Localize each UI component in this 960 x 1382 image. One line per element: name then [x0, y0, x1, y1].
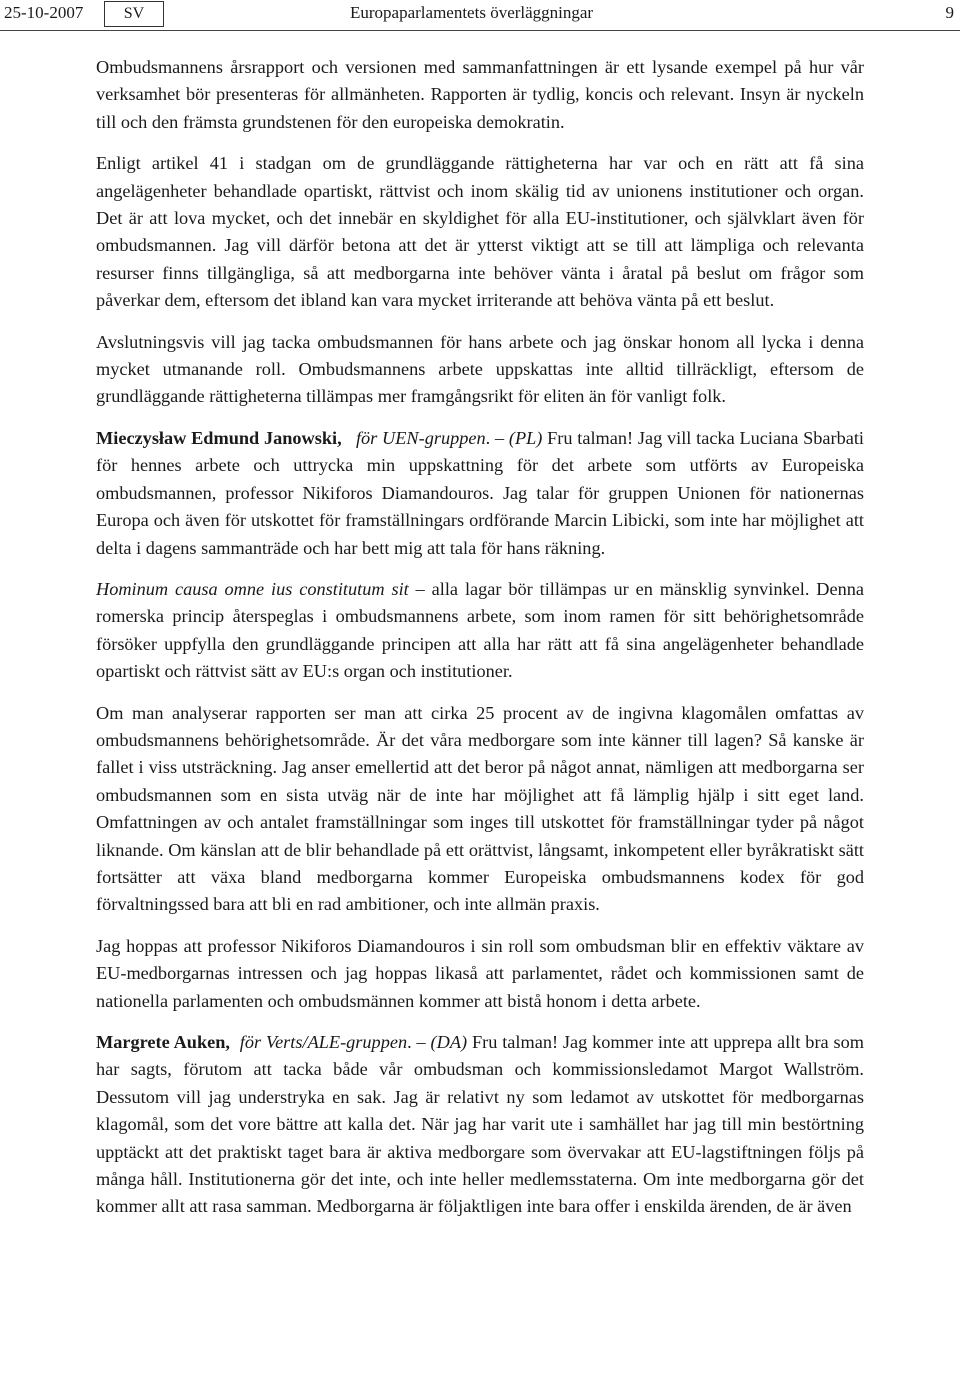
page-header	[0, 0, 960, 31]
speaker-group: för UEN-gruppen	[355, 427, 486, 448]
latin-paragraph	[96, 576, 864, 686]
paragraph: Jag hoppas att professor Nikiforos Diamandouros i sin roll som ombudsman blir en effektiv väktare av EU-medborgarnas intressen och jag hoppas likaså att parlamentet, rådet och kommissionen samt de nationella parlamenten och ombudsmännen kommer att bistå honom i detta arbete.	[96, 935, 864, 1011]
speech-auken	[96, 1029, 864, 1221]
paragraph: Ombudsmannens årsrapport och versionen med sammanfattningen är ett lysande exempel på hur vår verksamhet bör presenteras för allmänheten. Rapporten är tydlig, koncis och relevant. Insyn är nyckeln till och den främsta grundstenen för den europeiska demokratin.	[96, 57, 864, 132]
speech-text: Fru talman! Jag vill tacka Luciana Sbarbati för hennes arbete och uttrycka min uppskattning för det arbete som utförts av Europeiska ombudsmannen, professor Nikiforos Diamandouros. Jag talar för gruppen Unionen för nationernas Europa och även för utskottet för framställningars ordförande Marcin Libicki, som inte har möjlighet att delta i dagens sammanträde och har bett mig att tala för hans räkning.	[96, 427, 864, 558]
language-badge: SV	[104, 1, 164, 27]
header-title: Europaparlamentets överläggningar	[350, 3, 594, 22]
speaker-group: för Verts/ALE-gruppen	[239, 1032, 408, 1052]
speech-separator: . –	[485, 427, 509, 448]
speech-janowski	[96, 425, 864, 562]
header-date: 25-10-2007	[4, 3, 84, 22]
speaker-name: Mieczysław Edmund Janowski,	[96, 427, 342, 448]
paragraph: Enligt artikel 41 i stadgan om de grundläggande rättigheterna har var och en rätt att få sina angelägenheter behandlade opartiskt, rättvist och inom skälig tid av unionens institutioner och organ. Det är att lova mycket, och det innebär en skyldighet för alla EU-institutioner, och självklart även för ombudsmannen. Jag vill därför betona att det är ytterst viktigt att se till att lämpliga och relevanta resurser finns tillgängliga, så att medborgarna inte behöver vänta i åratal på beslut om frågor som påverkar dem, eftersom det ibland kan vara mycket irriterande att behöva vänta på ett beslut.	[96, 153, 864, 311]
speaker-name: Margrete Auken,	[96, 1032, 230, 1052]
speech-text: Fru talman! Jag kommer inte att upprepa allt bra som har sagts, förutom att tacka både vår ombudsman och kommissionsledamot Margot Wallström. Dessutom vill jag understryka en sak. Jag är relativt ny som ledamot av utskottet för medborgarnas klagomål, som det vore bättre att kalla det. När jag har varit ute i samhället har jag till min bestörtning upptäckt att det praktiskt taget bara är aktiva medborgare som övervakar att EU-lagstiftningen följs på många håll. Institutionerna gör det inte, och inte heller medlemsstaterna. Om inte medborgarna gör det kommer allt att rasa samman. Medborgarna är följaktligen inte bara offer i enskilda ärenden, de är även	[96, 1032, 864, 1217]
speech-separator: . –	[407, 1032, 431, 1052]
page-number: 9	[945, 3, 954, 22]
paragraph: Om man analyserar rapporten ser man att cirka 25 procent av de ingivna klagomålen omfattas av ombudsmannens behörighetsområde. Är det våra medborgare som inte känner till lagen? Så kanske är fallet i viss utsträckning. Jag anser emellertid att det beror på något annat, nämligen att medborgarna ser ombudsmannen som en sista utväg när de inte har möjlighet att få lämplig hjälp i sitt eget land. Omfattningen av och antalet framställningar som inges till utskottet för framställningar tyder på något liknande. Om känslan att de blir behandlade på ett orättvist, långsamt, inkompetent eller byråkratiskt sätt fortsätter att växa bland medborgarna kommer Europeiska ombudsmannens kodex för god förvaltningssed bara att bli en rad ambitioner, och inte allmän praxis.	[96, 702, 864, 915]
document-body	[96, 54, 864, 1235]
speech-language: (DA)	[430, 1032, 468, 1052]
speech-language: (PL)	[508, 427, 543, 448]
paragraph-text: – alla lagar bör tillämpas ur en mänsklig synvinkel. Denna romerska princip återspeglas i ombudsmannens arbete, som inom ramen för sitt behörighetsområde försöker uppfylla den grundläggande principen att alla har rätt att få sina angelägenheter behandlade opartiskt och rättvist sätt av EU:s organ och institutioner.	[96, 578, 864, 682]
latin-quote: Hominum causa omne ius constitutum sit	[96, 578, 409, 599]
paragraph: Avslutningsvis vill jag tacka ombudsmannen för hans arbete och jag önskar honom all lycka i denna mycket utmanande roll. Ombudsmannens arbete uppskattas inte alltid tillräckligt, eftersom de grundläggande rättigheterna tillämpas mer framgångsrikt för eliten än för vanligt folk.	[96, 331, 864, 407]
